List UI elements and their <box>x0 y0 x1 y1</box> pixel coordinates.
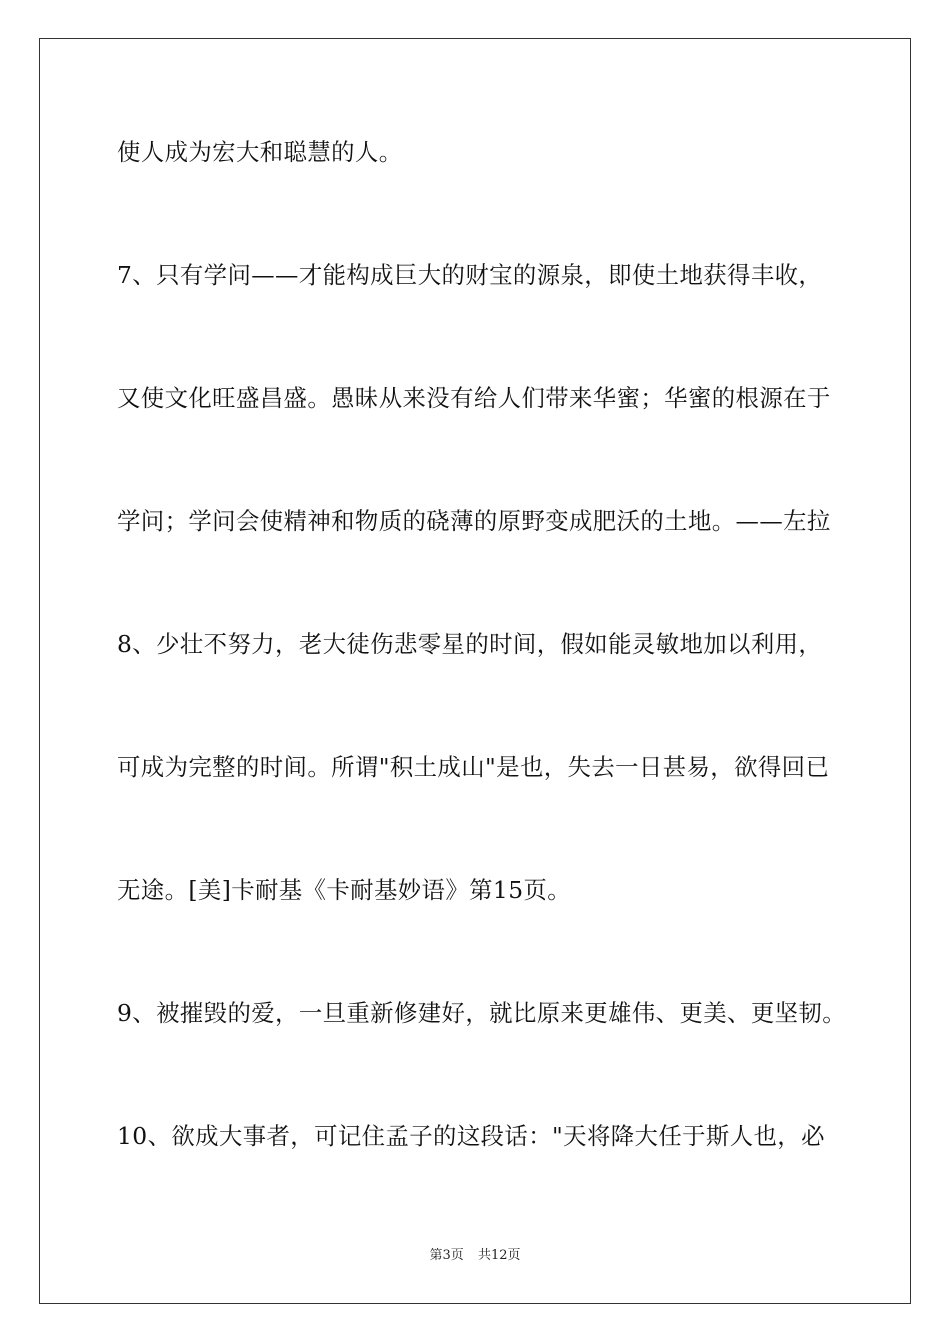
text-line: 学问；学问会使精神和物质的硗薄的原野变成肥沃的土地。——左拉 <box>117 507 831 535</box>
text-line: 可成为完整的时间。所谓"积土成山"是也，失去一日甚易，欲得回已 <box>117 753 830 781</box>
text-line: 又使文化旺盛昌盛。愚昧从来没有给人们带来华蜜；华蜜的根源在于 <box>117 384 831 412</box>
page-number: 第3页 <box>429 1248 464 1263</box>
text-line: 无途。[美]卡耐基《卡耐基妙语》第15页。 <box>117 876 572 904</box>
text-line: 使人成为宏大和聪慧的人。 <box>117 138 403 166</box>
text-line: 10、欲成大事者，可记住孟子的这段话："天将降大任于斯人也，必 <box>117 1122 825 1150</box>
text-line: 9、被摧毁的爱，一旦重新修建好，就比原来更雄伟、更美、更坚韧。 <box>117 999 846 1027</box>
text-line: 8、少壮不努力，老大徒伤悲零星的时间，假如能灵敏地加以利用， <box>117 630 823 658</box>
text-line: 7、只有学问——才能构成巨大的财宝的源泉，即使土地获得丰收， <box>117 261 823 289</box>
page-border <box>39 38 911 1304</box>
page-total: 共12页 <box>477 1248 521 1263</box>
page-footer <box>0 1248 950 1264</box>
